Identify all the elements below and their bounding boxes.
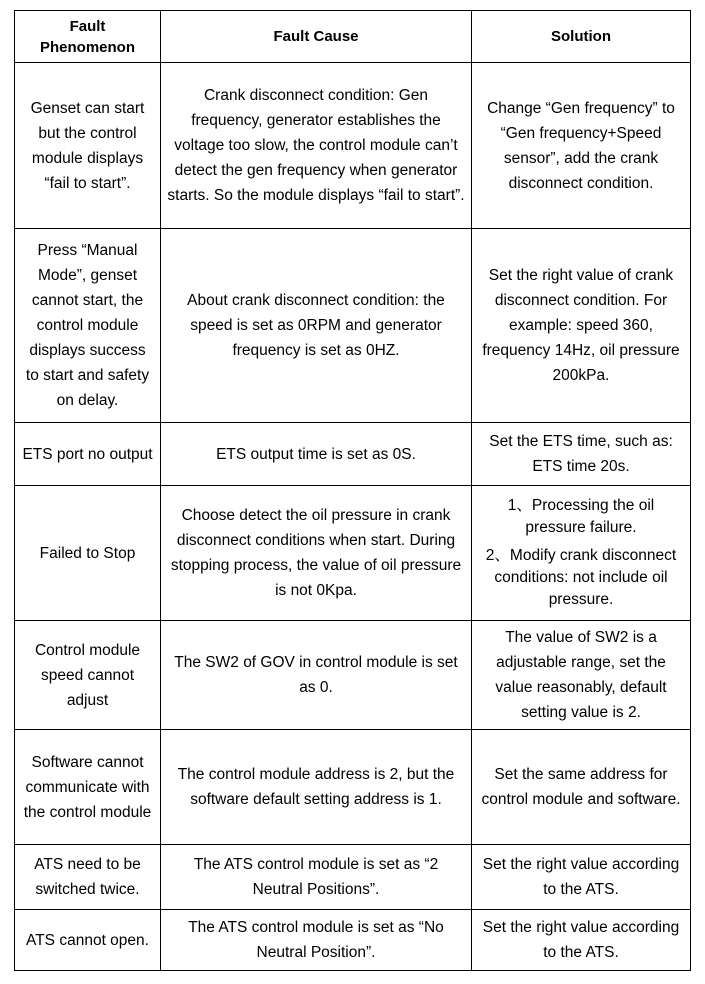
header-solution: Solution: [472, 11, 691, 63]
phenomenon-cell: Genset can start but the control module displays “fail to start”.: [15, 63, 161, 229]
solution-cell: Set the right value according to the ATS.: [472, 845, 691, 910]
solution-cell: The value of SW2 is a adjustable range, set the value reasonably, default setting value is 2.: [472, 621, 691, 730]
table-row: [15, 229, 691, 423]
cause-cell: The ATS control module is set as “No Neutral Position”.: [161, 910, 472, 971]
table-row: [15, 730, 691, 845]
cause-cell: Choose detect the oil pressure in crank disconnect conditions when start. During stopping process, the value of oil pressure is not 0Kpa.: [161, 486, 472, 621]
table-row: [15, 621, 691, 730]
cause-cell: About crank disconnect condition: the speed is set as 0RPM and generator frequency is set as 0HZ.: [161, 229, 472, 423]
cause-cell: Crank disconnect condition: Gen frequency, generator establishes the voltage too slow, the control module can’t detect the gen frequency when generator starts. So the module displays “fail to start”.: [161, 63, 472, 229]
phenomenon-cell: ATS cannot open.: [15, 910, 161, 971]
cause-cell: The SW2 of GOV in control module is set as 0.: [161, 621, 472, 730]
cause-cell: ETS output time is set as 0S.: [161, 423, 472, 486]
cause-cell: The control module address is 2, but the software default setting address is 1.: [161, 730, 472, 845]
solution-cell: Set the ETS time, such as: ETS time 20s.: [472, 423, 691, 486]
table-row: [15, 63, 691, 229]
solution-step-1: 1、Processing the oil pressure failure.: [507, 497, 655, 536]
phenomenon-cell: ETS port no output: [15, 423, 161, 486]
table-row: [15, 845, 691, 910]
table-header-row: [15, 11, 691, 63]
table-row: [15, 910, 691, 971]
solution-cell: Set the right value according to the ATS.: [472, 910, 691, 971]
solution-cell: Change “Gen frequency” to “Gen frequency+Speed sensor”, add the crank disconnect condition.: [472, 63, 691, 229]
solution-cell: Set the right value of crank disconnect condition. For example: speed 360, frequency 14Hz, oil pressure 200kPa.: [472, 229, 691, 423]
solution-cell: [472, 486, 691, 621]
fault-table: [14, 10, 691, 971]
phenomenon-cell: Software cannot communicate with the control module: [15, 730, 161, 845]
table-row: [15, 423, 691, 486]
header-fault-phenomenon: Fault Phenomenon: [15, 11, 161, 63]
phenomenon-cell: Failed to Stop: [15, 486, 161, 621]
phenomenon-cell: ATS need to be switched twice.: [15, 845, 161, 910]
cause-cell: The ATS control module is set as “2 Neutral Positions”.: [161, 845, 472, 910]
phenomenon-cell: Control module speed cannot adjust: [15, 621, 161, 730]
phenomenon-cell: Press “Manual Mode”, genset cannot start, the control module displays success to start and safety on delay.: [15, 229, 161, 423]
solution-cell: Set the same address for control module and software.: [472, 730, 691, 845]
table-row: [15, 486, 691, 621]
header-fault-cause: Fault Cause: [161, 11, 472, 63]
solution-step-2: 2、Modify crank disconnect conditions: not include oil pressure.: [485, 547, 677, 608]
